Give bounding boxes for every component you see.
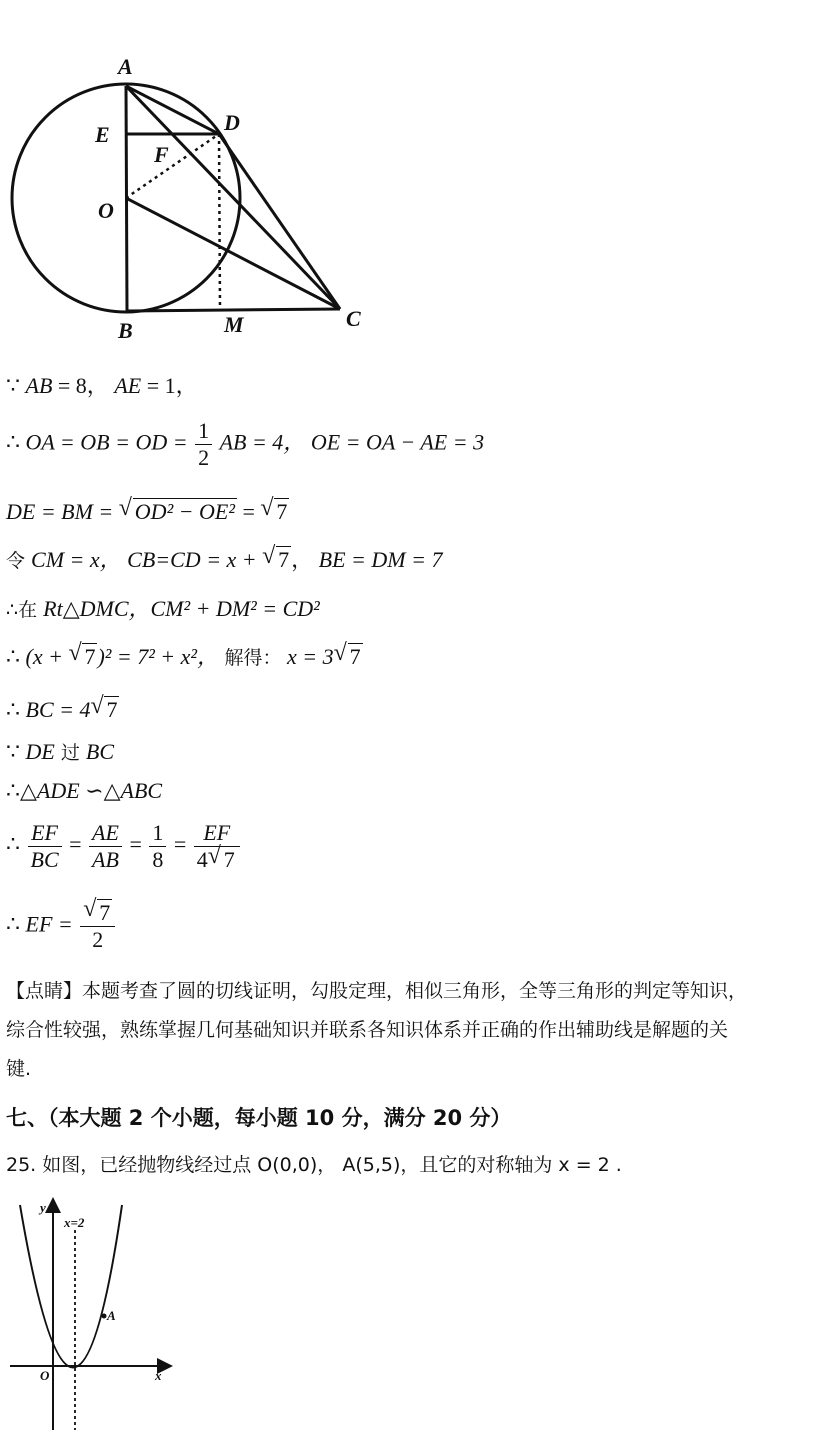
label-M: M [224,312,244,337]
label-D: D [224,110,240,135]
solution-line-6: ∴ (x + √ 7)² = 7² + x²， 解得： x = 3√ 7 [6,642,363,673]
solution-line-5: ∴在 Rt△DMC，CM² + DM² = CD² [6,596,320,621]
graph-label-y: y [40,1200,46,1215]
solution-line-4: 令 CM = x， CB=CD = x + √ 7， BE = DM = 7 [6,545,442,576]
graph-label-O: O [40,1368,50,1383]
label-A: A [118,54,133,79]
graph-label-axis: x=2 [64,1215,85,1230]
comment-line-1: 【点睛】本题考查了圆的切线证明，勾股定理，相似三角形，全等三角形的判定等知识， [6,980,748,1002]
label-E: E [95,122,110,147]
geometry-figure [0,50,380,350]
graph-label-x: x [155,1368,162,1383]
label-C: C [346,306,361,331]
comment-line-3: 键. [6,1058,32,1080]
solution-line-10: ∴ $\frac{EF}{BC}$ = $\frac{AE}{AB}$ = $\frac{1}{8}$ = $\frac{EF}{4√ 7}$ [6,820,242,873]
solution-line-1: ∵ AB = 8， AE = 1， [6,373,198,398]
label-F: F [154,142,169,167]
label-B: B [118,318,133,343]
section-heading: 七、（本大题 2 个小题，每小题 10 分，满分 20 分） [6,1106,512,1130]
parabola-graph [0,1195,180,1435]
solution-line-8: ∵ DE 过 BC [6,739,115,764]
comment-line-2: 综合性较强，熟练掌握几何基础知识并联系各知识体系并正确的作出辅助线是解题的关 [6,1019,729,1041]
solution-line-2: ∴ OA = OB = OD = $\frac{1}{2}$ AB = 4， OE = OA − AE = 3 [6,418,485,470]
problem-statement: 25. 如图，已经抛物线经过点 O(0,0)， A(5,5)，且它的对称轴为 x = 2 . [6,1154,622,1176]
graph-label-A: A [107,1308,116,1323]
solution-line-9: ∴△ADE ∽△ABC [6,778,163,803]
solution-line-7: ∴ BC = 4√ 7 [6,695,119,725]
solution-line-3: DE = BM = √ OD² − OE² = √ 7 [6,497,289,527]
comment-paragraph [6,972,812,1089]
label-O: O [98,198,114,223]
solution-line-11: ∴ EF = √ $\frac{7}{2}$ [6,900,117,953]
